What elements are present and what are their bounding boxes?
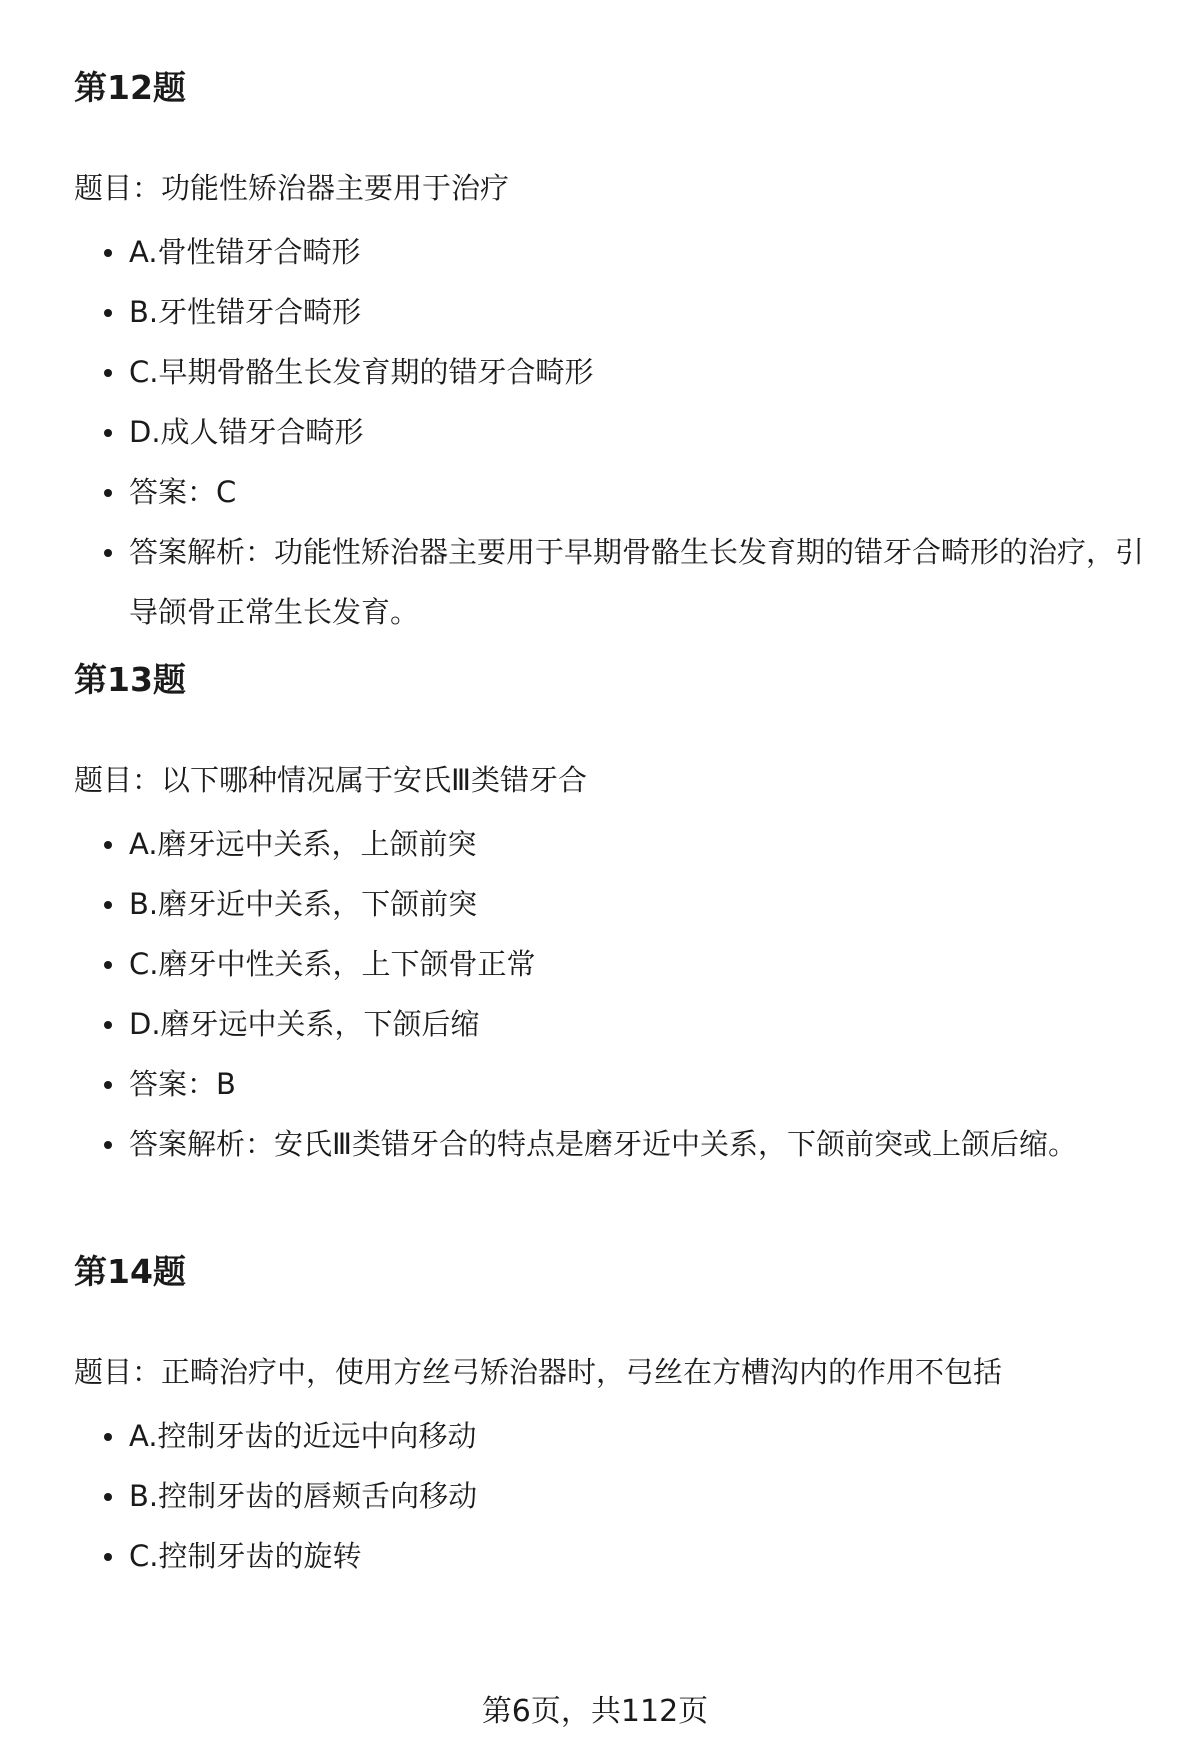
bullet-icon bbox=[104, 901, 112, 909]
question-stem: 题目：以下哪种情况属于安氏Ⅲ类错牙合 bbox=[74, 763, 587, 797]
question-stem: 题目：功能性矫治器主要用于治疗 bbox=[74, 171, 510, 205]
bullet-icon bbox=[104, 1493, 112, 1501]
bullet-icon bbox=[104, 549, 112, 557]
option-item bbox=[74, 1526, 1154, 1586]
option-item bbox=[74, 342, 1154, 402]
question-heading: 第14题 bbox=[74, 1252, 186, 1291]
option-list bbox=[74, 814, 1154, 1174]
option-text: A.骨性错牙合畸形 bbox=[129, 235, 361, 269]
bullet-icon bbox=[104, 369, 112, 377]
option-item bbox=[74, 222, 1154, 282]
explanation-text: 答案解析：安氏Ⅲ类错牙合的特点是磨牙近中关系，下颌前突或上颌后缩。 bbox=[129, 1127, 1077, 1161]
question-heading: 第12题 bbox=[74, 68, 186, 107]
explanation-item bbox=[74, 1114, 1154, 1174]
explanation-item bbox=[74, 522, 1154, 642]
bullet-icon bbox=[104, 1021, 112, 1029]
bullet-icon bbox=[104, 1081, 112, 1089]
bullet-icon bbox=[104, 309, 112, 317]
bullet-icon bbox=[104, 489, 112, 497]
option-item bbox=[74, 814, 1154, 874]
option-item bbox=[74, 874, 1154, 934]
option-text: B.磨牙近中关系，下颌前突 bbox=[129, 887, 478, 921]
option-text: D.磨牙远中关系，下颌后缩 bbox=[129, 1007, 480, 1041]
option-text: A.控制牙齿的近远中向移动 bbox=[129, 1419, 477, 1453]
option-text: B.控制牙齿的唇颊舌向移动 bbox=[129, 1479, 478, 1513]
option-text: D.成人错牙合畸形 bbox=[129, 415, 364, 449]
option-list bbox=[74, 222, 1154, 642]
bullet-icon bbox=[104, 1433, 112, 1441]
option-text: C.磨牙中性关系，上下颌骨正常 bbox=[129, 947, 536, 981]
option-item bbox=[74, 994, 1154, 1054]
page-number: 第6页，共112页 bbox=[481, 1694, 709, 1729]
answer-item bbox=[74, 462, 1154, 522]
bullet-icon bbox=[104, 961, 112, 969]
bullet-icon bbox=[104, 1553, 112, 1561]
bullet-icon bbox=[104, 1141, 112, 1149]
question-heading: 第13题 bbox=[74, 660, 186, 699]
bullet-icon bbox=[104, 841, 112, 849]
option-item bbox=[74, 402, 1154, 462]
option-item bbox=[74, 1466, 1154, 1526]
option-item bbox=[74, 282, 1154, 342]
answer-text: 答案：B bbox=[129, 1067, 236, 1101]
option-list bbox=[74, 1406, 1154, 1586]
option-text: C.控制牙齿的旋转 bbox=[129, 1539, 362, 1573]
option-item bbox=[74, 934, 1154, 994]
answer-item bbox=[74, 1054, 1154, 1114]
option-text: A.磨牙远中关系，上颌前突 bbox=[129, 827, 477, 861]
question-stem: 题目：正畸治疗中，使用方丝弓矫治器时，弓丝在方槽沟内的作用不包括 bbox=[74, 1355, 1003, 1389]
option-text: B.牙性错牙合畸形 bbox=[129, 295, 362, 329]
explanation-text: 答案解析：功能性矫治器主要用于早期骨骼生长发育期的错牙合畸形的治疗，引导颌骨正常生长发育。 bbox=[129, 535, 1145, 629]
option-text: C.早期骨骼生长发育期的错牙合畸形 bbox=[129, 355, 594, 389]
answer-text: 答案：C bbox=[129, 475, 237, 509]
option-item bbox=[74, 1406, 1154, 1466]
bullet-icon bbox=[104, 429, 112, 437]
bullet-icon bbox=[104, 249, 112, 257]
